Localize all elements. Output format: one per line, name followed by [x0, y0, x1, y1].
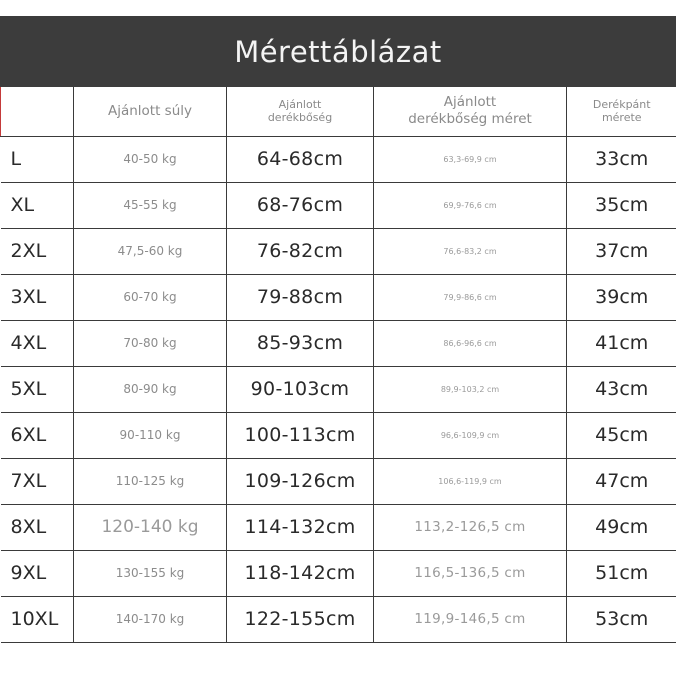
table-row	[1, 412, 676, 458]
waist-cell: 64-68cm	[227, 136, 374, 182]
header-weight: Ajánlott súly	[74, 87, 227, 136]
header-waist-size: Ajánlott derékbőség méret	[374, 87, 567, 136]
size-cell: 4XL	[1, 320, 74, 366]
table-body	[1, 136, 676, 642]
page-title: Mérettáblázat	[234, 34, 442, 69]
header-waist: Ajánlott derékbőség	[227, 87, 374, 136]
band-cell: 33cm	[567, 136, 676, 182]
size-cell: 10XL	[1, 596, 74, 642]
weight-cell: 60-70 kg	[74, 274, 227, 320]
table-row	[1, 504, 676, 550]
waist-size-cell: 116,5-136,5 cm	[374, 550, 567, 596]
size-cell: 3XL	[1, 274, 74, 320]
waist-cell: 114-132cm	[227, 504, 374, 550]
table-row	[1, 320, 676, 366]
waist-size-cell: 89,9-103,2 cm	[374, 366, 567, 412]
title-bar	[0, 16, 676, 87]
weight-cell: 90-110 kg	[74, 412, 227, 458]
weight-cell: 47,5-60 kg	[74, 228, 227, 274]
size-cell: 2XL	[1, 228, 74, 274]
size-cell: 5XL	[1, 366, 74, 412]
header-band: Derékpánt mérete	[567, 87, 676, 136]
waist-size-cell: 76,6-83,2 cm	[374, 228, 567, 274]
band-cell: 45cm	[567, 412, 676, 458]
band-cell: 47cm	[567, 458, 676, 504]
waist-cell: 109-126cm	[227, 458, 374, 504]
table-row	[1, 366, 676, 412]
band-cell: 41cm	[567, 320, 676, 366]
band-cell: 49cm	[567, 504, 676, 550]
waist-size-cell: 119,9-146,5 cm	[374, 596, 567, 642]
table-row	[1, 550, 676, 596]
waist-cell: 76-82cm	[227, 228, 374, 274]
header-row	[1, 87, 676, 136]
waist-cell: 122-155cm	[227, 596, 374, 642]
size-cell: 8XL	[1, 504, 74, 550]
waist-size-cell: 86,6-96,6 cm	[374, 320, 567, 366]
weight-cell: 40-50 kg	[74, 136, 227, 182]
weight-cell: 140-170 kg	[74, 596, 227, 642]
waist-size-cell: 69,9-76,6 cm	[374, 182, 567, 228]
size-cell: XL	[1, 182, 74, 228]
band-cell: 43cm	[567, 366, 676, 412]
size-cell: L	[1, 136, 74, 182]
size-cell: 6XL	[1, 412, 74, 458]
waist-cell: 118-142cm	[227, 550, 374, 596]
waist-cell: 79-88cm	[227, 274, 374, 320]
table-row	[1, 136, 676, 182]
weight-cell: 120-140 kg	[74, 504, 227, 550]
table-row	[1, 458, 676, 504]
size-cell: 9XL	[1, 550, 74, 596]
table-row	[1, 182, 676, 228]
band-cell: 51cm	[567, 550, 676, 596]
waist-size-cell: 79,9-86,6 cm	[374, 274, 567, 320]
weight-cell: 70-80 kg	[74, 320, 227, 366]
weight-cell: 130-155 kg	[74, 550, 227, 596]
table-row	[1, 228, 676, 274]
waist-size-cell: 63,3-69,9 cm	[374, 136, 567, 182]
waist-size-cell: 106,6-119,9 cm	[374, 458, 567, 504]
weight-cell: 45-55 kg	[74, 182, 227, 228]
weight-cell: 80-90 kg	[74, 366, 227, 412]
header-size	[1, 87, 74, 136]
waist-cell: 68-76cm	[227, 182, 374, 228]
band-cell: 53cm	[567, 596, 676, 642]
table-row	[1, 596, 676, 642]
size-table	[0, 87, 676, 643]
waist-cell: 85-93cm	[227, 320, 374, 366]
weight-cell: 110-125 kg	[74, 458, 227, 504]
waist-cell: 90-103cm	[227, 366, 374, 412]
band-cell: 39cm	[567, 274, 676, 320]
bottom-strip	[0, 648, 676, 676]
table-row	[1, 274, 676, 320]
size-cell: 7XL	[1, 458, 74, 504]
waist-size-cell: 113,2-126,5 cm	[374, 504, 567, 550]
waist-cell: 100-113cm	[227, 412, 374, 458]
band-cell: 37cm	[567, 228, 676, 274]
band-cell: 35cm	[567, 182, 676, 228]
waist-size-cell: 96,6-109,9 cm	[374, 412, 567, 458]
